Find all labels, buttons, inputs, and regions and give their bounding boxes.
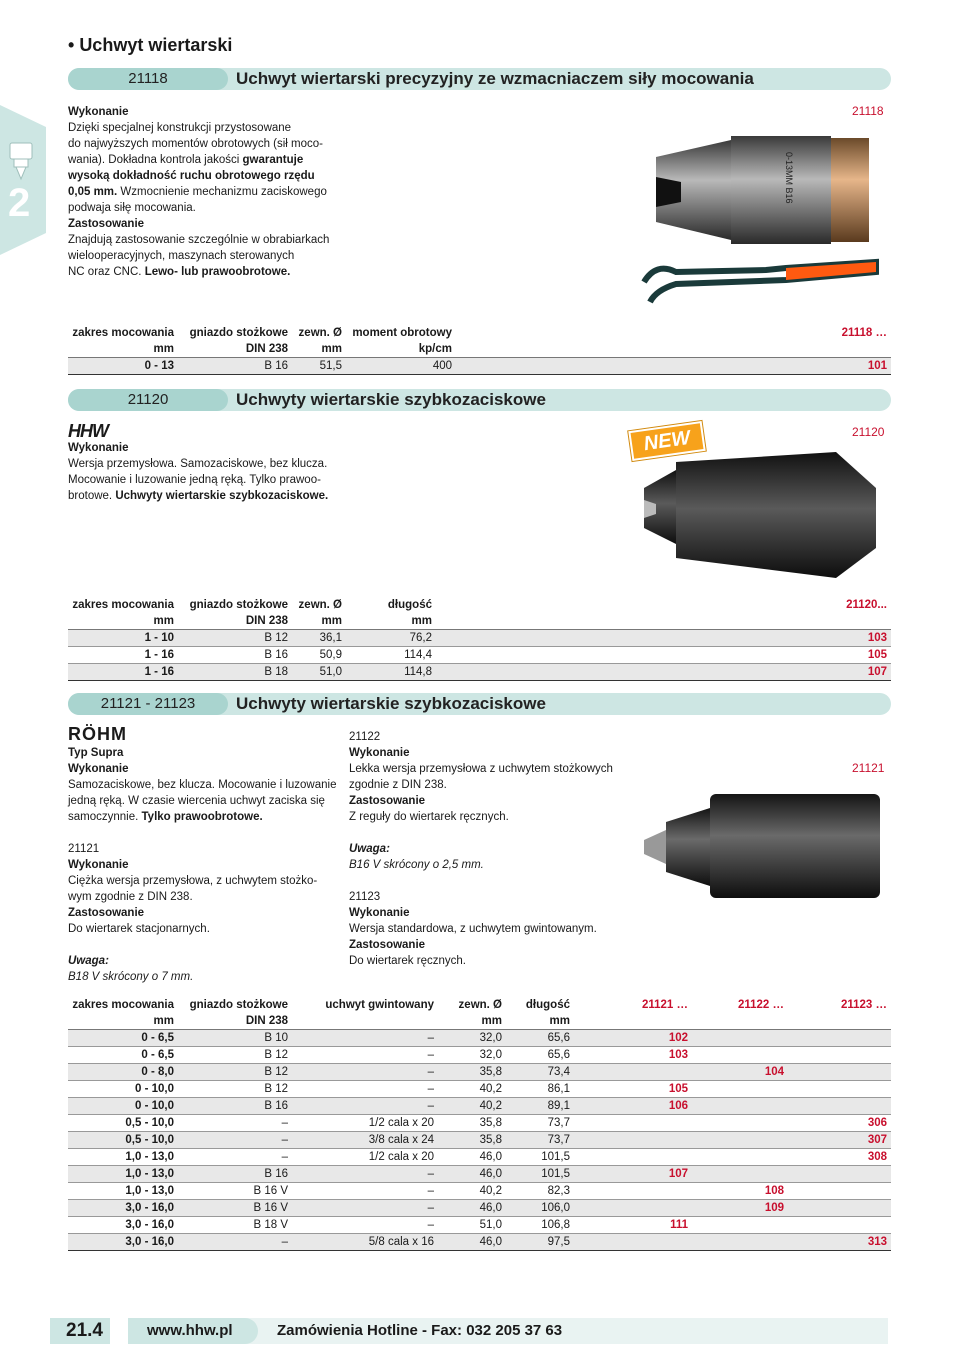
section-title: Uchwyty wiertarskie szybkozaciskowe xyxy=(236,694,546,713)
table-header-row: zakres mocowania gniazdo stożkowe zewn. Ø długość 21120... xyxy=(72,599,887,611)
hhw-logo: HHW xyxy=(68,421,108,441)
section1-spec-table xyxy=(68,325,891,375)
table-row: 0 - 6,5 B 12 – 32,0 65,6 103 xyxy=(68,1047,891,1064)
website-link[interactable]: www.hhw.pl xyxy=(147,1322,233,1339)
chuck-marking: 0-13MM B16 xyxy=(784,152,794,204)
table-row: 0 - 13 B 16 51,5 400 101 xyxy=(68,358,891,375)
table-row: 0 - 8,0 B 12 – 35,8 73,4 104 xyxy=(68,1064,891,1081)
section3-table-body xyxy=(68,1030,891,1251)
section-number: 21121 - 21123 xyxy=(68,693,228,715)
section1-description: Wykonanie Dzięki specjalnej konstrukcji przystosowane do najwyższych momentów obrotowych (sił moco- wania). Dokładna kontrola jakości gwarantuje wysoką dokładność ruchu obrotowego rzędu 0,05 mm. Wzmocnienie mechanizmu zaciskowego podwaja siłę mocowania. Zastosowanie Znajdują zastosowanie szczególnie w obrabiarkach wielooperacyjnych, maszynach sterowanych NC oraz CNC. Lewo- lub prawoobrotowe. xyxy=(68,106,330,278)
section3-left-description: Typ Supra Wykonanie Samozaciskowe, bez klucza. Mocowanie i luzowanie jedną ręką. W czasie wiercenia uchwyt zaciska się samoczynnie. Tylko prawoobrotowe. 21121 Wykonanie Ciężka wersja przemysłowa, z uchwytem stożko- wym zgodnie z DIN 238. Zastosowanie Do wiertarek stacjonarnych. Uwaga: B18 V skrócony o 7 mm. xyxy=(68,747,337,983)
table-row: 1 - 16 B 16 50,9 114,4 105 xyxy=(68,647,891,664)
table-unit-row: mm DIN 238 mm mm xyxy=(68,613,891,630)
section2-description: Wykonanie Wersja przemysłowa. Samozaciskowe, bez klucza. Mocowanie i luzowanie jedną ręką. Tylko prawoo- brotowe. Uchwyty wiertarskie szybkozaciskowe. xyxy=(68,442,329,502)
footer xyxy=(50,1318,910,1344)
table-row: 1 - 10 B 12 36,1 76,2 103 xyxy=(68,630,891,647)
table-row: 3,0 - 16,0 – 5/8 cala x 16 46,0 97,5 313 xyxy=(68,1234,891,1251)
precision-chuck-image xyxy=(636,122,886,307)
table-row: 1 - 16 B 18 51,0 114,8 107 xyxy=(68,664,891,681)
table-row: 1,0 - 13,0 – 1/2 cala x 20 46,0 101,5 308 xyxy=(68,1149,891,1166)
table-row: 0,5 - 10,0 – 1/2 cala x 20 35,8 73,7 306 xyxy=(68,1115,891,1132)
section-number: 21120 xyxy=(68,389,228,411)
page-number: 21.4 xyxy=(66,1320,103,1341)
table-header-row: zakres mocowania gniazdo stożkowe uchwyt gwintowany zewn. Ø długość 21121 … 21122 … 21123 … xyxy=(72,999,887,1011)
table-unit-row: mm DIN 238 mm kp/cm xyxy=(68,341,891,358)
section-header-21118 xyxy=(68,68,891,90)
section1-code-label: 21118 xyxy=(852,104,884,118)
section-header-21121-21123 xyxy=(68,693,891,715)
table-row: 0 - 10,0 B 12 – 40,2 86,1 105 xyxy=(68,1081,891,1098)
table-row: 0,5 - 10,0 – 3/8 cala x 24 35,8 73,7 307 xyxy=(68,1132,891,1149)
rohm-logo: RÖHM xyxy=(68,724,127,744)
hotline-text: Zamówienia Hotline - Fax: 032 205 37 63 xyxy=(277,1322,563,1339)
table-row: 0 - 6,5 B 10 – 32,0 65,6 102 xyxy=(68,1030,891,1047)
section2-spec-table xyxy=(68,597,891,681)
section3-right-description: 21122 Wykonanie Lekka wersja przemysłowa z uchwytem stożkowych zgodnie z DIN 238. Zastosowanie Z reguły do wiertarek ręcznych. Uwaga: B16 V skrócony o 2,5 mm. 21123 Wykonanie Wersja standardowa, z uchwytem gwintowanym. Zastosowanie Do wiertarek ręcznych. xyxy=(349,731,613,967)
section-header-21120 xyxy=(68,389,891,411)
bullet: • xyxy=(68,35,80,55)
table-row: 1,0 - 13,0 B 16 – 46,0 101,5 107 xyxy=(68,1166,891,1183)
table-row: 0 - 10,0 B 16 – 40,2 89,1 106 xyxy=(68,1098,891,1115)
section-number: 21118 xyxy=(68,68,228,90)
table-unit-row: mm DIN 238 mm mm xyxy=(68,1013,891,1030)
section3-spec-table xyxy=(68,997,891,1251)
page-title: • Uchwyt wiertarski xyxy=(68,35,233,55)
section-title: Uchwyty wiertarskie szybkozaciskowe xyxy=(236,390,546,409)
section2-code-label: 21120 xyxy=(852,425,885,439)
section-title: Uchwyt wiertarski precyzyjny ze wzmacniaczem siły mocowania xyxy=(236,69,754,88)
side-tab-number: 2 xyxy=(8,181,31,225)
table-row: 1,0 - 13,0 B 16 V – 40,2 82,3 108 xyxy=(68,1183,891,1200)
new-badge: NEW xyxy=(628,421,705,461)
table-header-row: zakres mocowania gniazdo stożkowe zewn. Ø moment obrotowy 21118 … xyxy=(72,327,887,339)
table-row: 3,0 - 16,0 B 18 V – 51,0 106,8 111 xyxy=(68,1217,891,1234)
side-tab xyxy=(0,105,46,255)
keyless-chuck-image xyxy=(636,448,886,588)
table-row: 3,0 - 16,0 B 16 V – 46,0 106,0 109 xyxy=(68,1200,891,1217)
supra-chuck-image xyxy=(640,786,890,906)
drill-chuck-icon xyxy=(6,141,36,181)
section3-code-label: 21121 xyxy=(852,761,885,775)
